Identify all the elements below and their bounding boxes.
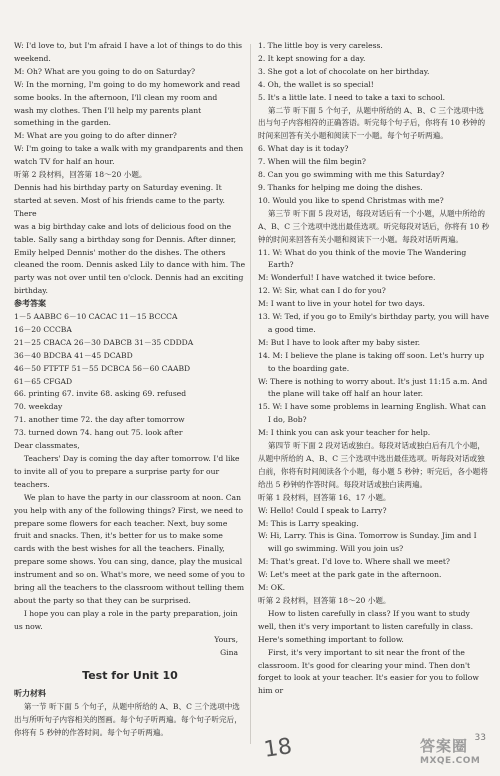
text-line: W: I'm going to take a walk with my grandparents and then xyxy=(14,144,244,154)
right-column xyxy=(258,40,490,698)
para-1-heading: 听第 1 段材料，回答第 16、17 小题。 xyxy=(258,492,391,502)
sentences-1-5 xyxy=(258,40,490,105)
section-4-instructions: 第四节 听下面 2 段对话或独白。每段对话或独白后有几个小题，从题中所给的 A、B、C 三个选项中选出最佳选项。听每段对话或独白前，你将有时间阅读各个小题，每小题 5 秒钟；听完后，各小题将给出 5 秒钟的作答时间。每段对话或独白读两遍。 xyxy=(258,441,488,489)
dialogue-line: 14. M: I believe the plane is taking off soon. Let's hurry up to the boarding gate. xyxy=(258,350,485,373)
section-1-instructions: 第一节 听下面 5 个句子，从题中所给的 A、B、C 三个选项中选出与所听句子内容相关的图画。每个句子听两遍。每个句子听完后，你将有 5 秒钟的作答时间。每个句子听两遍。 xyxy=(14,702,242,738)
dialogue-line: 15. W: I have some problems in learning English. What can I do, Bob? xyxy=(258,402,486,425)
text-line: W: In the morning, I'm going to do my homework and read xyxy=(14,79,241,89)
dialogue-line: M: OK. xyxy=(258,583,286,593)
dialogue-16-17 xyxy=(258,505,490,595)
text-line: party was not over until ten o'clock. Dennis had an exciting xyxy=(14,273,244,283)
sentences-6-10 xyxy=(258,143,490,208)
unit-title: Test for Unit 10 xyxy=(82,668,178,682)
answer-line: 16－20 CCCBA xyxy=(14,324,72,334)
section-3-instructions: 第三节 听下面 5 段对话，每段对话后有一个小题，从题中所给的 A、B、C 三个选项中选出最佳选项。听完每段对话后，你将有 10 秒钟的时间来回答有关小题和阅读下一小题。每段对话听两遍。 xyxy=(258,208,490,244)
dialogue-line: 12. W: Sir, what can I do for you? xyxy=(258,286,386,296)
sentence-line: 8. Can you go swimming with me this Saturday? xyxy=(258,170,445,180)
text-line: table. Sally sang a birthday song for Dennis. After dinner, xyxy=(14,234,237,244)
sentence-line: 1. The little boy is very careless. xyxy=(258,41,383,50)
watermark-logo xyxy=(420,735,492,769)
dialogue-line: W: Hello! Could I speak to Larry? xyxy=(258,505,387,515)
monologue-paragraph: How to listen carefully in class? If you want to study well, then it's very important to listen carefully in class. Here's something important to follow. xyxy=(258,608,474,644)
letter-closing: Yours, xyxy=(214,634,238,644)
dialogue-line: 11. W: What do you think of the movie The Wandering Earth? xyxy=(258,247,467,270)
sentence-line: 7. When will the film begin? xyxy=(258,157,366,167)
dialogue-line: M: This is Larry speaking. xyxy=(258,518,359,528)
answer-line: 36－40 BDCBA 41－45 DCABD xyxy=(14,350,133,360)
answer-line: 70. weekday xyxy=(14,402,63,412)
page-number: 18 xyxy=(262,734,294,763)
answer-line: 73. turned down 74. hang out 75. look after xyxy=(14,428,183,438)
left-lines xyxy=(14,40,246,298)
dialogue-line: M: Wonderful! I have watched it twice before. xyxy=(258,273,436,283)
letter-signature: Gina xyxy=(220,647,238,657)
text-line: Emily helped Dennis' mother do the dishes. The others xyxy=(14,247,226,257)
letter-body xyxy=(14,453,246,634)
dialogues-11-15 xyxy=(258,247,490,441)
letter-paragraph: We plan to have the party in our classroom at noon. Can you help with any of the following things? First, we need to prepare some flowers for each teacher. Next, buy some fruit and snacks. Then, it's better for us to make some cards with the best wishes for all the teachers. Finally, prepare some shows. You can sing, dance, play the musical instrument and so on. What's more, we need some of you to bring all the teachers to the classroom without telling them about the party so that they can be surprised. xyxy=(14,492,245,605)
text-line: something in the garden. xyxy=(14,118,111,128)
letter-paragraph: Teachers' Day is coming the day after tomorrow. I'd like to invite all of you to prepare a surprise party for our teachers. xyxy=(14,454,240,489)
answer-line: 71. another time 72. the day after tomorrow xyxy=(14,415,185,425)
text-line: cleaned the room. Dennis asked Lily to dance with him. The xyxy=(14,260,246,270)
dialogue-line: M: But I have to look after my baby sister. xyxy=(258,337,421,347)
text-line: M: What are you going to do after dinner? xyxy=(14,131,177,141)
text-line: Dennis had his birthday party on Saturday evening. It xyxy=(14,182,222,192)
listening-heading: 听力材料 xyxy=(14,689,46,699)
watermark-number: 33 xyxy=(474,733,486,743)
text-line: birthday. xyxy=(14,286,48,296)
text-line: weekend. xyxy=(14,53,51,63)
left-column xyxy=(14,40,246,740)
text-line: wash my clothes. Then I'll help my parents plant xyxy=(14,105,202,115)
text-line: 听第 2 段材料，回答第 18～20 小题。 xyxy=(14,170,147,180)
letter-salutation: Dear classmates, xyxy=(14,441,80,451)
sentence-line: 5. It's a little late. I need to take a taxi to school. xyxy=(258,92,446,102)
sentence-line: 3. She got a lot of chocolate on her birthday. xyxy=(258,66,430,76)
letter-paragraph: I hope you can play a role in the party preparation, join us now. xyxy=(14,608,238,631)
answer-line: 46－50 FTFTF 51－55 DCBCA 56－60 CAABD xyxy=(14,363,191,373)
monologue-18-20 xyxy=(258,608,490,698)
answer-list xyxy=(14,311,246,440)
text-line: was a big birthday cake and lots of delicious food on the xyxy=(14,221,232,231)
monologue-paragraph: First, it's very important to sit near the front of the classroom. It's good for clearing your mind. Then don't forget to look at your teacher. It's easier for you to follow him or xyxy=(258,647,479,696)
sentence-line: 9. Thanks for helping me doing the dishes. xyxy=(258,182,423,192)
watermark-url: MXQE.COM xyxy=(420,756,481,766)
dialogue-line: W: Let's meet at the park gate in the afternoon. xyxy=(258,570,442,580)
text-line: M: Oh? What are you going to do on Saturday? xyxy=(14,66,196,76)
dialogue-line: 13. W: Ted, if you go to Emily's birthday party, you will have a good time. xyxy=(258,312,489,334)
column-divider xyxy=(250,44,251,744)
sentence-line: 4. Oh, the wallet is so special! xyxy=(258,79,374,89)
dialogue-line: M: I want to live in your hotel for two days. xyxy=(258,299,425,309)
text-line: watch TV for half an hour. xyxy=(14,157,115,167)
para-2-heading: 听第 2 段材料，回答第 18～20 小题。 xyxy=(258,595,391,605)
dialogue-line: W: Hi, Larry. This is Gina. Tomorrow is Sunday. Jim and I will go swimming. Will you join us? xyxy=(258,531,477,554)
dialogue-line: M: I think you can ask your teacher for help. xyxy=(258,428,431,438)
answer-line: 1－5 AABBC 6－10 CACAC 11－15 BCCCA xyxy=(14,312,178,322)
answer-line: 61－65 CFGAD xyxy=(14,376,73,386)
answers-heading: 参考答案 xyxy=(14,299,46,309)
answer-line: 21－25 CBACA 26－30 DABCB 31－35 CDDDA xyxy=(14,337,194,347)
sentence-line: 10. Would you like to spend Christmas with me? xyxy=(258,195,444,205)
text-line: started at seven. Most of his friends came to the party. There xyxy=(14,195,225,218)
answer-line: 66. printing 67. invite 68. asking 69. refused xyxy=(14,389,187,399)
dialogue-line: M: That's great. I'd love to. Where shall we meet? xyxy=(258,557,450,567)
watermark-text: 答案圈 xyxy=(420,737,469,755)
section-2-instructions: 第二节 听下面 5 个句子，从题中所给的 A、B、C 三个选项中选出与句子内容相符的正确答语。听完每个句子后，你将有 10 秒钟的时间来回答有关小题和阅读下一小题。每个句子听两遍。 xyxy=(258,105,486,141)
text-line: some books. In the afternoon, I'll clean my room and xyxy=(14,92,218,102)
text-line: W: I'd love to, but I'm afraid I have a lot of things to do this xyxy=(14,41,243,50)
dialogue-line: W: There is nothing to worry about. It's just 11:15 a.m. And the plane will take off half an hour later. xyxy=(258,376,488,399)
sentence-line: 6. What day is it today? xyxy=(258,144,349,154)
sentence-line: 2. It kept snowing for a day. xyxy=(258,53,366,63)
